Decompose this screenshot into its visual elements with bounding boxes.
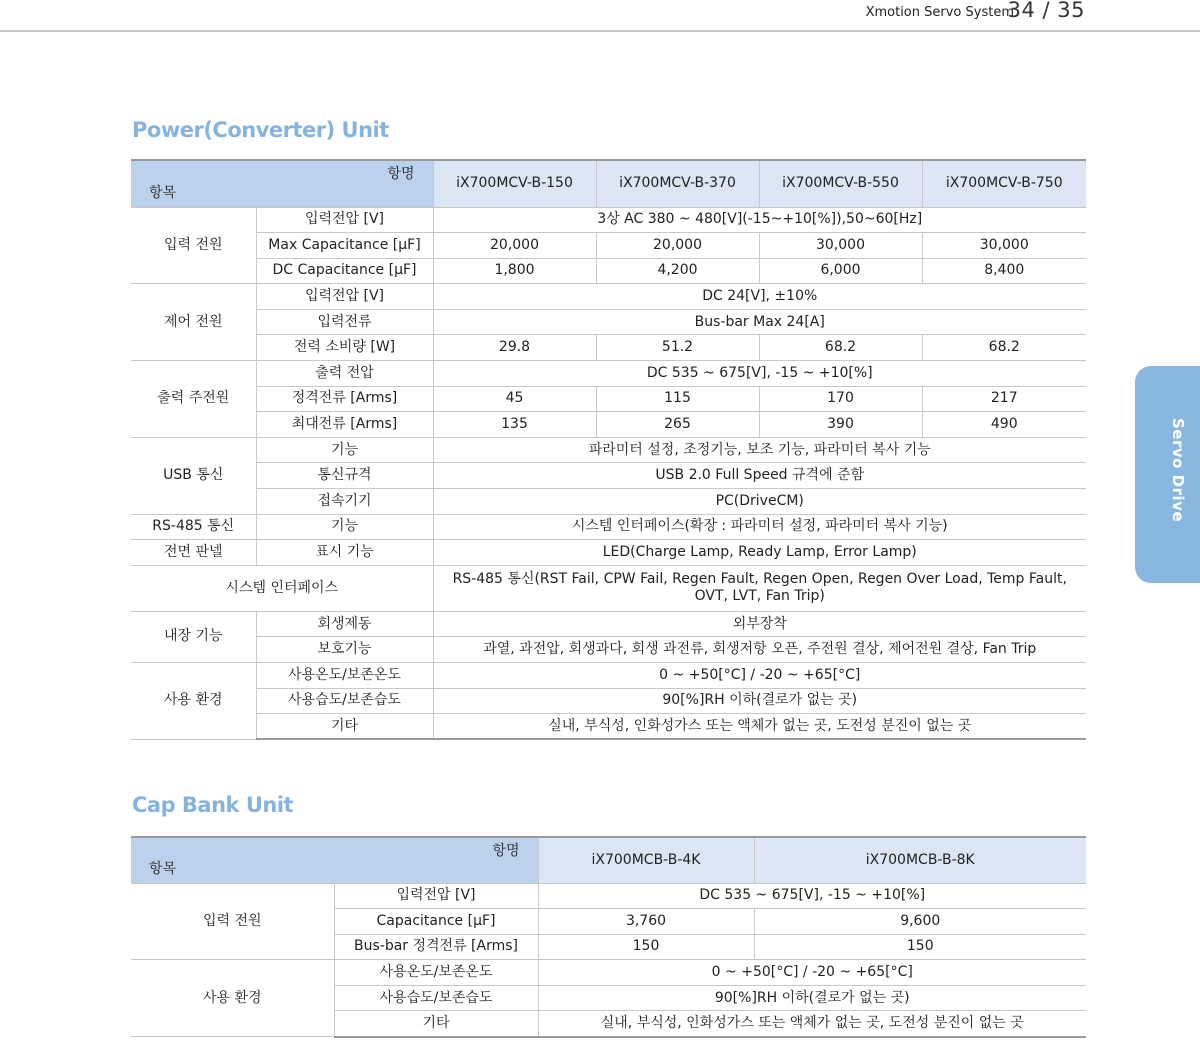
table-row [131, 489, 1086, 515]
category-usb: USB 통신 [131, 437, 256, 514]
table-row [131, 883, 1086, 909]
row-label: 사용온도/보존온도 [334, 960, 538, 986]
table-row [131, 540, 1086, 566]
table-row [131, 258, 1086, 284]
row-label: 기능 [256, 514, 433, 540]
table-row [131, 309, 1086, 335]
cap-bank-table [131, 836, 1086, 1038]
cell-value: 과열, 과전압, 회생과다, 회생 과전류, 회생저항 오픈, 주전원 결상, 제어전원 결상, Fan Trip [433, 637, 1086, 663]
category-input-power: 입력 전원 [131, 207, 256, 284]
side-tab-servo-drive[interactable] [1135, 366, 1200, 583]
cell-value: 217 [922, 386, 1086, 412]
row-label: 회생제동 [256, 611, 433, 637]
table-row [131, 207, 1086, 233]
cell-value: 20,000 [433, 233, 596, 259]
cell-value: 8,400 [922, 258, 1086, 284]
table-row [131, 233, 1086, 259]
cell-value: 68.2 [759, 335, 922, 361]
cell-value: 68.2 [922, 335, 1086, 361]
cell-value: 3상 AC 380 ~ 480[V](-15~+10[%]),50~60[Hz] [433, 207, 1086, 233]
cell-value: 490 [922, 412, 1086, 438]
corner-item: 항목 [149, 860, 177, 877]
cell-value: 6,000 [759, 258, 922, 284]
cell-value: DC 24[V], ±10% [433, 284, 1086, 310]
cell-value: 150 [754, 934, 1086, 960]
section-title-cap-bank: Cap Bank Unit [132, 793, 294, 817]
row-label: 기타 [334, 1011, 538, 1037]
row-label: 입력전류 [256, 309, 433, 335]
cell-value: 4,200 [596, 258, 759, 284]
row-label: Bus-bar 정격전류 [Arms] [334, 934, 538, 960]
row-label: Capacitance [μF] [334, 909, 538, 935]
row-label: 입력전압 [V] [256, 284, 433, 310]
model-header: iX700MCV-B-370 [596, 160, 759, 207]
cell-value: 9,600 [754, 909, 1086, 935]
category-front-panel: 전면 판넬 [131, 540, 256, 566]
table-row [131, 637, 1086, 663]
cell-value: 30,000 [759, 233, 922, 259]
model-header: iX700MCV-B-150 [433, 160, 596, 207]
side-tab-label: Servo Drive [1169, 418, 1187, 523]
table-header-row [131, 837, 1086, 883]
category-control-power: 제어 전원 [131, 284, 256, 361]
corner-item-name: 항명 [492, 843, 520, 859]
cell-value: 29.8 [433, 335, 596, 361]
cell-value: 170 [759, 386, 922, 412]
row-label: 사용습도/보존습도 [256, 688, 433, 714]
cell-value: 0 ~ +50[°C] / -20 ~ +65[°C] [538, 960, 1086, 986]
section-title-power-unit: Power(Converter) Unit [132, 118, 389, 142]
row-label: 입력전압 [V] [256, 207, 433, 233]
cell-value: LED(Charge Lamp, Ready Lamp, Error Lamp) [433, 540, 1086, 566]
model-header: iX700MCB-B-8K [754, 837, 1086, 883]
table-row [131, 960, 1086, 986]
row-label: 전력 소비량 [W] [256, 335, 433, 361]
category-system-interface: 시스템 인터페이스 [131, 565, 433, 611]
cell-value: USB 2.0 Full Speed 규격에 준함 [433, 463, 1086, 489]
category-builtin: 내장 기능 [131, 611, 256, 662]
row-label: 기타 [256, 714, 433, 740]
cell-value: 외부장착 [433, 611, 1086, 637]
cell-value: 20,000 [596, 233, 759, 259]
row-label: 입력전압 [V] [334, 883, 538, 909]
cell-value: 0 ~ +50[°C] / -20 ~ +65[°C] [433, 663, 1086, 689]
header-corner [131, 160, 433, 207]
header-brand: Xmotion Servo System [865, 5, 1014, 20]
cell-value: 실내, 부식성, 인화성가스 또는 액체가 없는 곳, 도전성 분진이 없는 곳 [538, 1011, 1086, 1037]
row-label: 사용온도/보존온도 [256, 663, 433, 689]
table-row [131, 463, 1086, 489]
category-environment: 사용 환경 [131, 663, 256, 740]
cell-value: 3,760 [538, 909, 754, 935]
cell-value: 실내, 부식성, 인화성가스 또는 액체가 없는 곳, 도전성 분진이 없는 곳 [433, 714, 1086, 740]
cell-value: 30,000 [922, 233, 1086, 259]
cell-value: 135 [433, 412, 596, 438]
cell-value: 1,800 [433, 258, 596, 284]
cell-value: 390 [759, 412, 922, 438]
cell-value: Bus-bar Max 24[A] [433, 309, 1086, 335]
model-header: iX700MCV-B-750 [922, 160, 1086, 207]
cell-value: 265 [596, 412, 759, 438]
header-corner [131, 837, 538, 883]
row-label: 기능 [256, 437, 433, 463]
row-label: Max Capacitance [μF] [256, 233, 433, 259]
cell-value: DC 535 ~ 675[V], -15 ~ +10[%] [433, 361, 1086, 387]
cell-value: 90[%]RH 이하(결로가 없는 곳) [538, 985, 1086, 1011]
category-rs485: RS-485 통신 [131, 514, 256, 540]
table-row [131, 565, 1086, 611]
table-row [131, 514, 1086, 540]
table-row [131, 663, 1086, 689]
row-label: 사용습도/보존습도 [334, 985, 538, 1011]
corner-item: 항목 [149, 184, 177, 201]
row-label: 통신규격 [256, 463, 433, 489]
row-label: 최대전류 [Arms] [256, 412, 433, 438]
category-input-power: 입력 전원 [131, 883, 334, 960]
row-label: 보호기능 [256, 637, 433, 663]
category-environment: 사용 환경 [131, 960, 334, 1037]
table-row [131, 437, 1086, 463]
model-header: iX700MCV-B-550 [759, 160, 922, 207]
page-number: 34 / 35 [1007, 0, 1085, 22]
row-label: DC Capacitance [μF] [256, 258, 433, 284]
table-row [131, 412, 1086, 438]
category-output-main: 출력 주전원 [131, 361, 256, 438]
cell-value: RS-485 통신(RST Fail, CPW Fail, Regen Fault, Regen Open, Regen Over Load, Temp Fault, OVT, LVT, Fan Trip) [433, 565, 1086, 611]
table-header-row [131, 160, 1086, 207]
table-row [131, 688, 1086, 714]
cell-value: DC 535 ~ 675[V], -15 ~ +10[%] [538, 883, 1086, 909]
power-unit-table [131, 159, 1086, 740]
page-header [0, 0, 1200, 32]
model-header: iX700MCB-B-4K [538, 837, 754, 883]
corner-item-name: 항명 [387, 166, 415, 182]
cell-value: 150 [538, 934, 754, 960]
cell-value: 45 [433, 386, 596, 412]
cell-value: 시스템 인터페이스(확장 : 파라미터 설정, 파라미터 복사 기능) [433, 514, 1086, 540]
cell-value: PC(DriveCM) [433, 489, 1086, 515]
table-row [131, 335, 1086, 361]
row-label: 접속기기 [256, 489, 433, 515]
table-row [131, 361, 1086, 387]
cell-value: 115 [596, 386, 759, 412]
cell-value: 51.2 [596, 335, 759, 361]
row-label: 출력 전압 [256, 361, 433, 387]
table-row [131, 386, 1086, 412]
table-row [131, 611, 1086, 637]
cell-value: 90[%]RH 이하(결로가 없는 곳) [433, 688, 1086, 714]
cell-value: 파라미터 설정, 조정기능, 보조 기능, 파라미터 복사 기능 [433, 437, 1086, 463]
table-row [131, 284, 1086, 310]
row-label: 표시 기능 [256, 540, 433, 566]
table-row [131, 714, 1086, 740]
row-label: 정격전류 [Arms] [256, 386, 433, 412]
